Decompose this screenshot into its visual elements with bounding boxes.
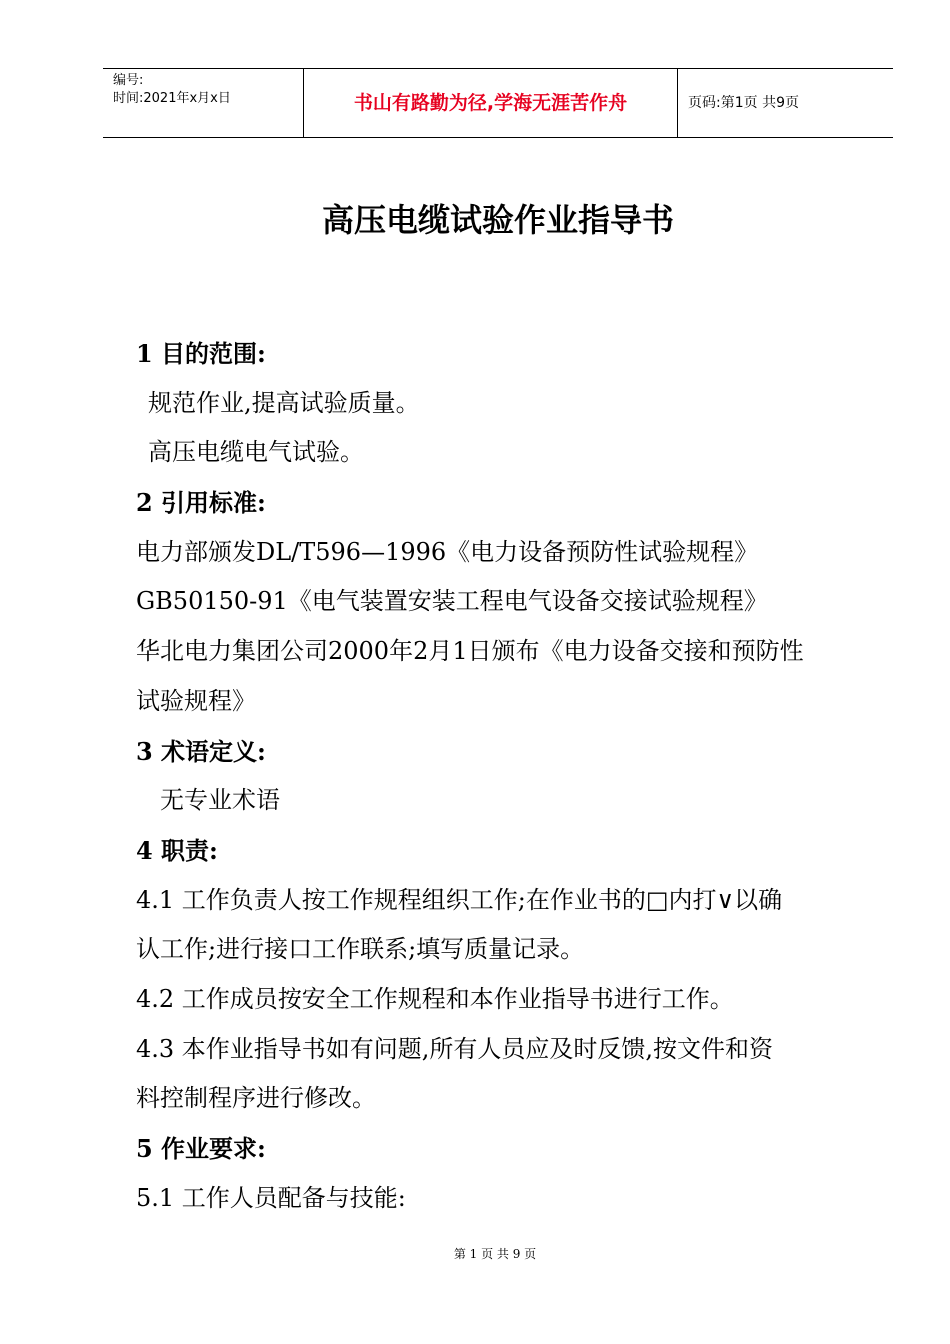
paragraph-line: 4.3 本作业指导书如有问题,所有人员应及时反馈,按文件和资: [136, 1034, 774, 1063]
paragraph-line: 料控制程序进行修改。: [136, 1084, 376, 1113]
paragraph-line: 华北电力集团公司2000年2月1日颁布《电力设备交接和预防性: [136, 637, 804, 666]
paragraph-line: 试验规程》: [136, 686, 256, 715]
section-heading-standards: 2 引用标准:: [136, 488, 266, 518]
document-number-label: 编号:: [113, 73, 144, 88]
document-time-label: 时间:2021年x月x日: [113, 91, 231, 106]
paragraph-line: 认工作;进行接口工作联系;填写质量记录。: [136, 935, 585, 964]
paragraph-line: 无专业术语: [160, 786, 280, 815]
document-body: [136, 329, 866, 1223]
paragraph-line: GB50150-91《电气装置安装工程电气设备交接试验规程》: [136, 587, 768, 616]
section-heading-purpose: 1 目的范围:: [136, 339, 266, 368]
paragraph-line: 电力部颁发DL/T596—1996《电力设备预防性试验规程》: [136, 537, 759, 566]
header-meta-cell: [103, 69, 304, 137]
paragraph-line: 4.1 工作负责人按工作规程组织工作;在作业书的□内打∨以确: [136, 885, 783, 914]
header-page-info: 页码:第1页 共9页: [688, 95, 799, 111]
paragraph-line: 规范作业,提高试验质量。: [148, 388, 420, 417]
page-footer: 第 1 页 共 9 页: [453, 1247, 537, 1261]
section-heading-requirements: 5 作业要求:: [136, 1134, 266, 1163]
page-header: [103, 68, 893, 138]
paragraph-line: 4.2 工作成员按安全工作规程和本作业指导书进行工作。: [136, 984, 734, 1013]
section-heading-terms: 3 术语定义:: [136, 736, 266, 766]
paragraph-line: 高压电缆电气试验。: [148, 438, 364, 467]
header-motto: 书山有路勤为径,学海无涯苦作舟: [353, 92, 628, 114]
paragraph-line: 5.1 工作人员配备与技能:: [136, 1183, 406, 1212]
section-heading-duties: 4 职责:: [136, 835, 218, 865]
header-motto-cell: [304, 69, 678, 137]
header-page-cell: [678, 69, 893, 137]
document-title: 高压电缆试验作业指导书: [321, 201, 674, 239]
